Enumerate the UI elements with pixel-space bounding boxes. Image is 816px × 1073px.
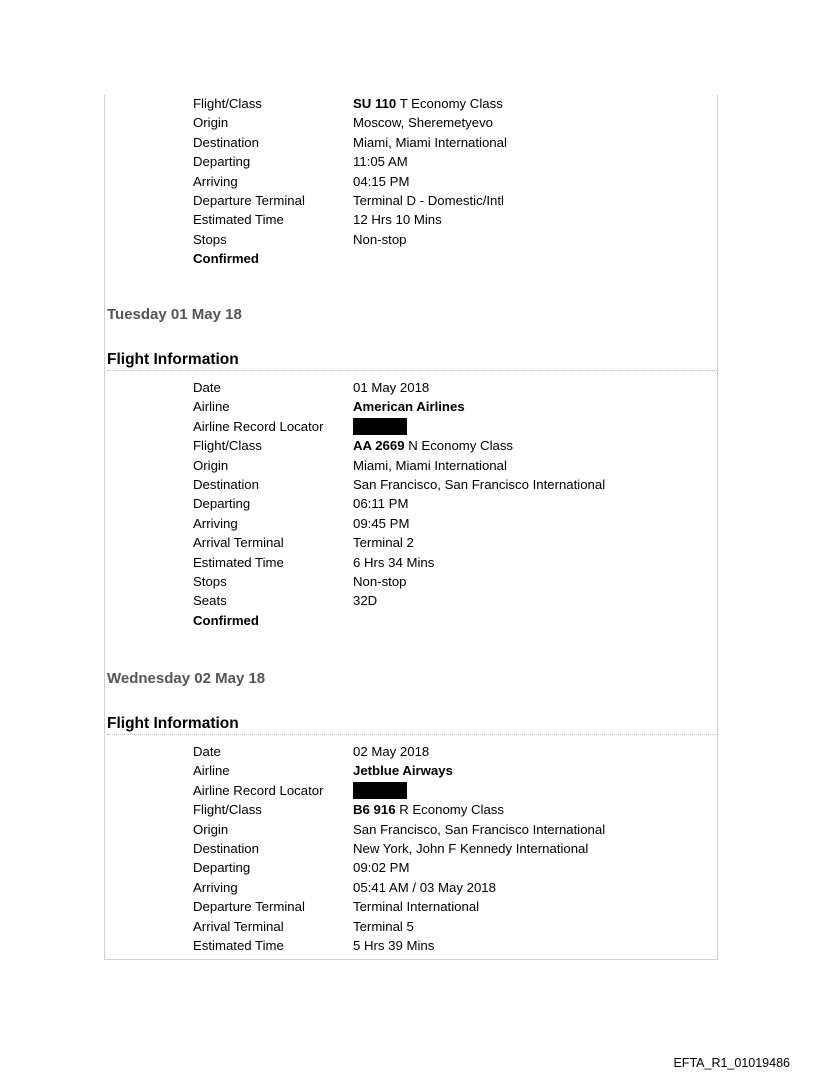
detail-value bbox=[353, 800, 504, 819]
day2-flight-details bbox=[193, 378, 605, 630]
detail-value bbox=[353, 572, 407, 591]
detail-label: Airline bbox=[193, 399, 230, 415]
detail-row bbox=[193, 210, 507, 229]
detail-row bbox=[193, 417, 605, 436]
detail-row bbox=[193, 800, 605, 819]
detail-value-text: 04:15 PM bbox=[353, 173, 410, 189]
detail-row bbox=[193, 494, 605, 513]
detail-label: Departing bbox=[193, 860, 251, 876]
detail-row bbox=[193, 514, 605, 533]
detail-value-text: 05:41 AM / 03 May 2018 bbox=[353, 879, 496, 895]
detail-value bbox=[353, 494, 408, 513]
redaction-block bbox=[353, 418, 407, 435]
detail-label: Arriving bbox=[193, 173, 238, 189]
detail-label: Airline bbox=[193, 763, 230, 779]
detail-value bbox=[353, 417, 407, 436]
detail-label: Flight/Class bbox=[193, 438, 262, 454]
status-confirmed: Confirmed bbox=[193, 251, 259, 267]
detail-label: Destination bbox=[193, 134, 259, 150]
detail-row bbox=[193, 591, 605, 610]
detail-value bbox=[353, 133, 507, 152]
status-row bbox=[193, 611, 605, 630]
detail-row bbox=[193, 572, 605, 591]
detail-value bbox=[353, 533, 414, 552]
detail-value bbox=[353, 113, 493, 132]
detail-label: Destination bbox=[193, 840, 259, 856]
detail-value-text: 12 Hrs 10 Mins bbox=[353, 212, 442, 228]
detail-row bbox=[193, 839, 605, 858]
detail-label: Departure Terminal bbox=[193, 899, 305, 915]
detail-label: Estimated Time bbox=[193, 554, 284, 570]
detail-value-text: 6 Hrs 34 Mins bbox=[353, 554, 435, 570]
detail-label: Estimated Time bbox=[193, 212, 284, 228]
detail-value bbox=[353, 210, 442, 229]
detail-row bbox=[193, 397, 605, 416]
detail-value bbox=[353, 94, 503, 113]
detail-value-text: 32D bbox=[353, 593, 378, 609]
detail-value-text: 09:02 PM bbox=[353, 860, 410, 876]
detail-row bbox=[193, 897, 605, 916]
detail-label: Airline Record Locator bbox=[193, 782, 324, 798]
detail-row bbox=[193, 917, 605, 936]
detail-label: Destination bbox=[193, 476, 259, 492]
detail-row bbox=[193, 553, 605, 572]
day-heading-wednesday: Wednesday 02 May 18 bbox=[107, 670, 266, 687]
detail-row bbox=[193, 191, 507, 210]
detail-label: Flight/Class bbox=[193, 802, 262, 818]
detail-value bbox=[353, 917, 414, 936]
detail-value-text: Terminal 5 bbox=[353, 918, 414, 934]
detail-value-text: Miami, Miami International bbox=[353, 457, 507, 473]
detail-value bbox=[353, 936, 434, 955]
detail-row bbox=[193, 152, 507, 171]
detail-value-text: Non-stop bbox=[353, 573, 407, 589]
detail-value-text: 01 May 2018 bbox=[353, 380, 430, 395]
detail-value bbox=[353, 591, 377, 610]
detail-row bbox=[193, 533, 605, 552]
detail-value bbox=[353, 475, 605, 494]
detail-value-text: 11:05 AM bbox=[353, 154, 408, 170]
detail-value bbox=[353, 397, 465, 416]
detail-value-text: Terminal 2 bbox=[353, 535, 414, 551]
status-row bbox=[193, 249, 507, 268]
detail-value bbox=[353, 761, 453, 780]
detail-value-bold: AA 2669 bbox=[353, 438, 405, 454]
detail-label: Arrival Terminal bbox=[193, 535, 284, 551]
section-title-flight-info: Flight Information bbox=[107, 351, 717, 371]
document-id: EFTA_R1_01019486 bbox=[673, 1056, 790, 1070]
detail-row bbox=[193, 94, 507, 113]
detail-value-text: San Francisco, San Francisco International bbox=[353, 821, 606, 837]
detail-row bbox=[193, 761, 605, 780]
segment1-details bbox=[193, 94, 507, 269]
redaction-block bbox=[353, 782, 407, 799]
detail-label: Airline Record Locator bbox=[193, 418, 324, 434]
detail-value bbox=[353, 436, 513, 455]
detail-value bbox=[353, 839, 588, 858]
detail-value bbox=[353, 897, 479, 916]
detail-label: Flight/Class bbox=[193, 96, 262, 111]
detail-value-text: 06:11 PM bbox=[353, 496, 409, 512]
detail-value-text: Terminal International bbox=[353, 899, 480, 915]
detail-value-text: 5 Hrs 39 Mins bbox=[353, 937, 435, 953]
day-heading-tuesday: Tuesday 01 May 18 bbox=[107, 306, 242, 323]
detail-row bbox=[193, 858, 605, 877]
status-confirmed: Confirmed bbox=[193, 612, 259, 628]
detail-value bbox=[353, 456, 507, 475]
detail-value-text: Non-stop bbox=[353, 231, 407, 247]
detail-value-text: Moscow, Sheremetyevo bbox=[353, 115, 493, 131]
detail-value-text: N Economy Class bbox=[404, 438, 514, 454]
detail-row bbox=[193, 742, 605, 761]
detail-label: Stops bbox=[193, 231, 227, 247]
detail-label: Date bbox=[193, 744, 221, 759]
detail-label: Estimated Time bbox=[193, 937, 284, 953]
detail-label: Departing bbox=[193, 154, 251, 170]
detail-value-text: R Economy Class bbox=[395, 802, 504, 818]
detail-row bbox=[193, 456, 605, 475]
detail-label: Seats bbox=[193, 593, 227, 609]
detail-value-text: San Francisco, San Francisco International bbox=[353, 476, 606, 492]
detail-value-text: 09:45 PM bbox=[353, 515, 410, 531]
detail-value bbox=[353, 152, 408, 171]
detail-value-bold: Jetblue Airways bbox=[353, 763, 453, 779]
detail-label: Departing bbox=[193, 496, 251, 512]
detail-value-text: New York, John F Kennedy International bbox=[353, 840, 589, 856]
detail-label: Origin bbox=[193, 115, 229, 131]
detail-row bbox=[193, 936, 605, 955]
detail-value bbox=[353, 514, 409, 533]
detail-row bbox=[193, 878, 605, 897]
detail-value bbox=[353, 191, 504, 210]
detail-row bbox=[193, 475, 605, 494]
detail-value bbox=[353, 378, 429, 397]
detail-value bbox=[353, 820, 605, 839]
detail-label: Arriving bbox=[193, 879, 238, 895]
detail-row bbox=[193, 230, 507, 249]
detail-row bbox=[193, 436, 605, 455]
detail-value-text: 02 May 2018 bbox=[353, 744, 430, 759]
detail-row bbox=[193, 820, 605, 839]
detail-value-text: T Economy Class bbox=[396, 96, 503, 111]
detail-row bbox=[193, 133, 507, 152]
detail-value-bold: SU 110 bbox=[353, 96, 397, 111]
day3-flight-details bbox=[193, 742, 605, 955]
detail-value bbox=[353, 172, 409, 191]
detail-label: Stops bbox=[193, 573, 227, 589]
detail-label: Date bbox=[193, 380, 221, 395]
section-title-flight-info: Flight Information bbox=[107, 715, 717, 735]
detail-value-bold: American Airlines bbox=[353, 399, 465, 415]
detail-value bbox=[353, 553, 434, 572]
detail-row bbox=[193, 172, 507, 191]
detail-value bbox=[353, 781, 407, 800]
detail-label: Origin bbox=[193, 457, 229, 473]
detail-value bbox=[353, 742, 429, 761]
detail-label: Arrival Terminal bbox=[193, 918, 284, 934]
detail-row bbox=[193, 378, 605, 397]
detail-label: Origin bbox=[193, 821, 229, 837]
detail-value-text: Terminal D - Domestic/Intl bbox=[353, 192, 504, 208]
detail-label: Departure Terminal bbox=[193, 192, 305, 208]
detail-row bbox=[193, 781, 605, 800]
detail-value-text: Miami, Miami International bbox=[353, 134, 507, 150]
detail-value bbox=[353, 858, 409, 877]
detail-value-bold: B6 916 bbox=[353, 802, 396, 818]
detail-value bbox=[353, 230, 407, 249]
detail-label: Arriving bbox=[193, 515, 238, 531]
detail-row bbox=[193, 113, 507, 132]
detail-value bbox=[353, 878, 496, 897]
